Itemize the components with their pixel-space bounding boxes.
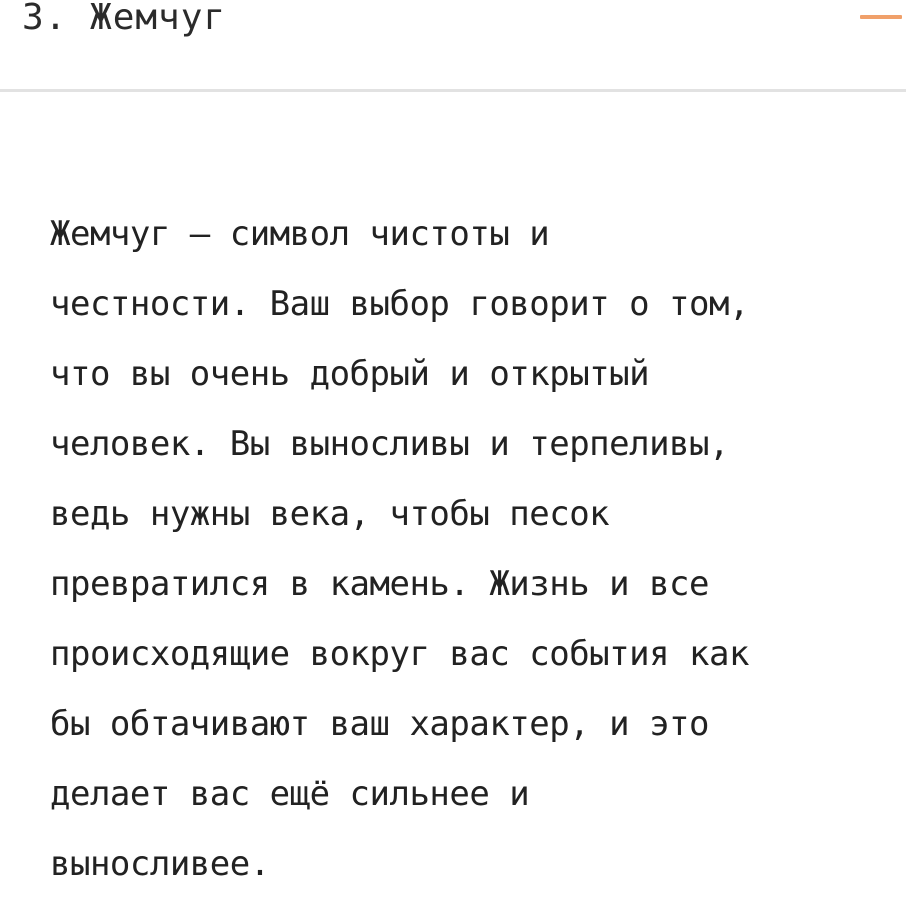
minus-icon — [860, 15, 902, 19]
section-body-text: Жемчуг — символ чистоты и честности. Ваш выбор говорит о том, что вы очень добрый и открытый человек. Вы выносливы и терпеливы, ведь нужны века, чтобы песок превратился в камень. Жизнь и все происходящие вокруг вас события как бы обтачивают ваш характер, и это делает вас ещё сильнее и выносливее. — [50, 214, 749, 884]
accordion-body — [0, 92, 906, 906]
section-title: 3. Жемчуг — [22, 0, 227, 38]
accordion-header[interactable] — [0, 0, 906, 92]
collapse-toggle[interactable] — [846, 0, 906, 40]
